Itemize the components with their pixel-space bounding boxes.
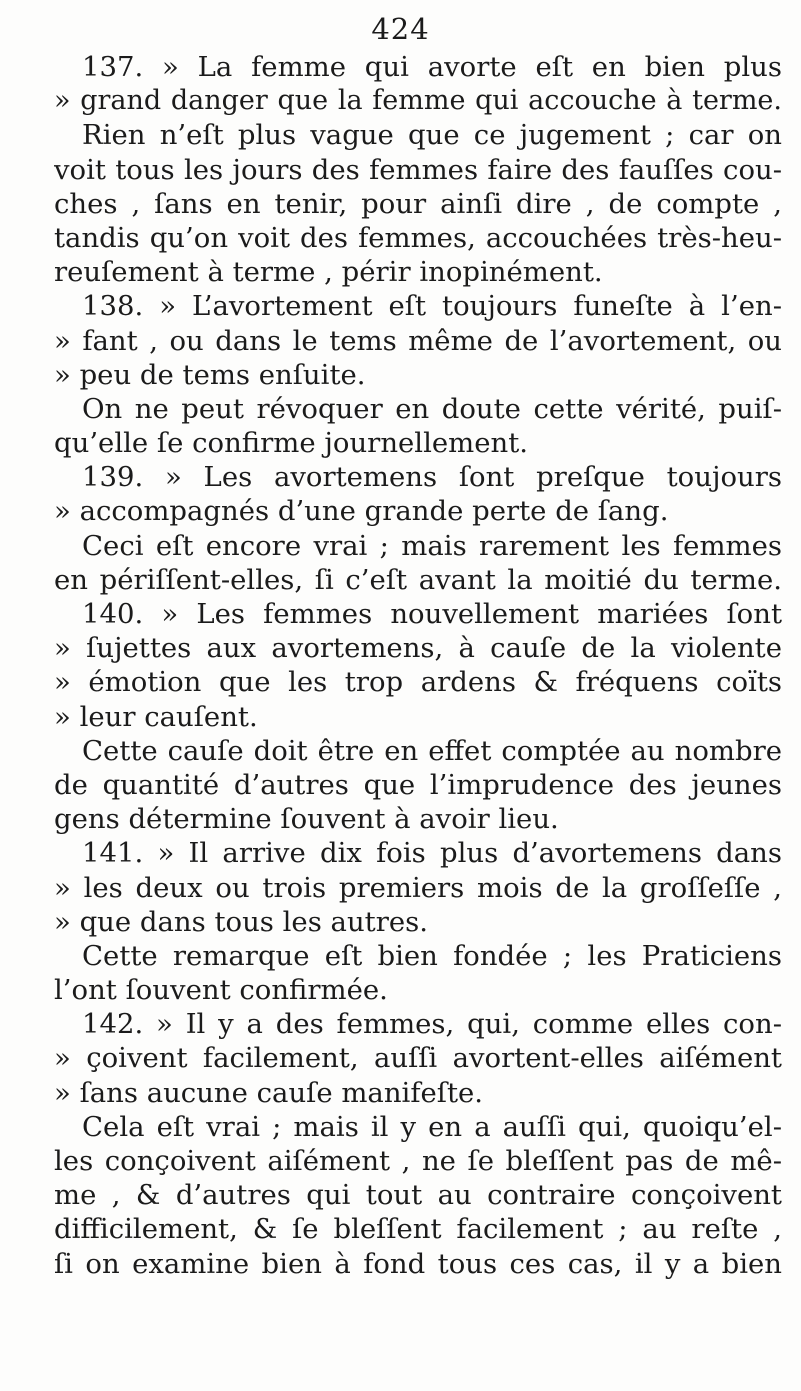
text-line: » fant , ou dans le tems même de l’avortement, ou xyxy=(54,324,782,357)
text-line: Cela eſt vrai ; mais il y en a auſſi qui, quoiqu’el- xyxy=(82,1110,782,1143)
text-line: Cette remarque eſt bien fondée ; les Praticiens xyxy=(82,939,782,972)
text-line: 140. » Les femmes nouvellement mariées ſont xyxy=(82,598,782,630)
text-line: » leur cauſent. xyxy=(54,700,258,733)
text-line: » grand danger que la femme qui accouche à terme. xyxy=(54,85,782,117)
text-line: » peu de tems enſuite. xyxy=(54,358,366,391)
text-line: ches , ſans en tenir, pour ainſi dire , de compte , xyxy=(54,187,782,220)
text-line: gens détermine ſouvent à avoir lieu. xyxy=(54,803,559,836)
text-line: l’ont ſouvent confirmée. xyxy=(54,974,388,1007)
text-line: en périſſent-elles, ſi c’eſt avant la moitié du terme. xyxy=(54,563,782,596)
text-line: » les deux ou trois premiers mois de la groſſeſſe , xyxy=(54,871,782,904)
text-line: les conçoivent aiſément , ne ſe bleſſent pas de mê- xyxy=(54,1145,782,1177)
text-line: reuſement à terme , périr inopinément. xyxy=(54,256,603,289)
text-line: me , & d’autres qui tout au contraire conçoivent xyxy=(54,1179,782,1212)
text-line: qu’elle ſe confirme journellement. xyxy=(54,427,529,460)
text-line: Rien n’eſt plus vague que ce jugement ; car on xyxy=(82,119,782,152)
body-text xyxy=(54,50,782,1281)
text-line: » que dans tous les autres. xyxy=(54,905,428,938)
text-line: de quantité d’autres que l’imprudence des jeunes xyxy=(54,768,782,801)
text-line: » ſans aucune cauſe manifeſte. xyxy=(54,1076,484,1109)
text-line: » accompagnés d’une grande perte de ſang. xyxy=(54,495,669,528)
text-line: 139. » Les avortemens ſont preſque toujours xyxy=(82,461,782,494)
text-line: 137. » La femme qui avorte eſt en bien plus xyxy=(82,51,782,83)
text-line: tandis qu’on voit des femmes, accouchées très-heu- xyxy=(54,221,782,254)
text-line: difficilement, & ſe bleſſent facilement ; au reſte , xyxy=(54,1213,782,1246)
text-line: 141. » Il arrive dix fois plus d’avortemens dans xyxy=(82,837,782,870)
text-line: 142. » Il y a des femmes, qui, comme elles con- xyxy=(82,1008,782,1041)
text-line: Ceci eſt encore vrai ; mais rarement les femmes xyxy=(82,529,782,562)
text-line: » çoivent facilement, auſſi avortent-elles aiſément xyxy=(54,1042,782,1075)
text-line: » ſujettes aux avortemens, à cauſe de la violente xyxy=(54,632,782,665)
text-line: ſi on examine bien à fond tous ces cas, il y a bien xyxy=(54,1247,782,1280)
page-number: 424 xyxy=(371,12,430,46)
text-line: Cette cauſe doit être en effet comptée au nombre xyxy=(82,734,782,767)
text-line: On ne peut révoquer en doute cette vérité, puiſ- xyxy=(82,392,782,425)
text-line: » émotion que les trop ardens & fréquens coïts xyxy=(54,666,782,699)
text-line: voit tous les jours des femmes faire des fauſſes cou- xyxy=(54,153,782,186)
text-line: 138. » L’avortement eſt toujours funeſte à l’en- xyxy=(82,290,782,323)
